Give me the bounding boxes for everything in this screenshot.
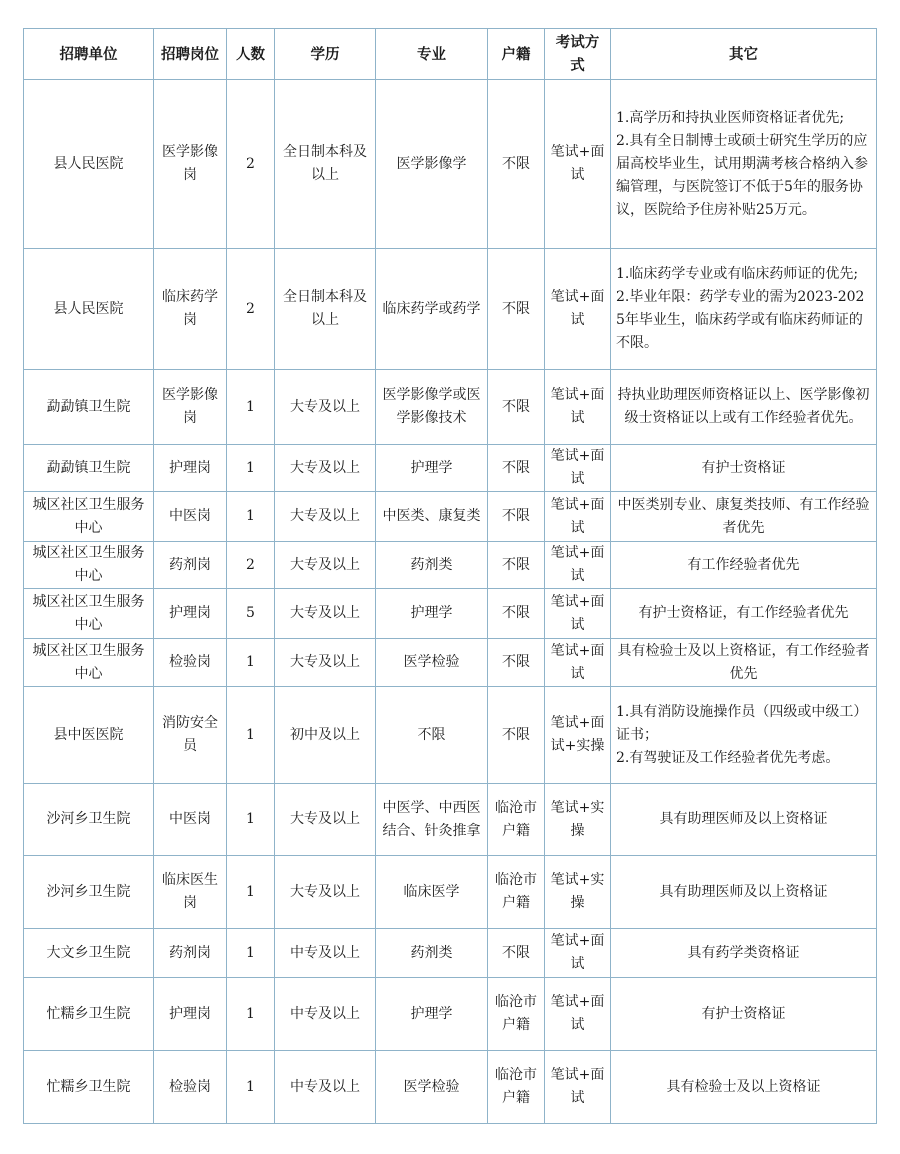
- cell-major: 药剂类: [376, 542, 488, 589]
- cell-major: 医学影像学: [376, 80, 488, 249]
- cell-major: 护理学: [376, 445, 488, 492]
- cell-exam: 笔试+面试: [545, 492, 611, 542]
- cell-unit: 沙河乡卫生院: [24, 784, 154, 856]
- cell-other: 有护士资格证，有工作经验者优先: [611, 589, 877, 639]
- cell-major: 医学检验: [376, 639, 488, 687]
- cell-exam: 笔试+面试+实操: [545, 687, 611, 784]
- table-row: [24, 1051, 877, 1124]
- table-row: [24, 687, 877, 784]
- cell-count: 1: [227, 1051, 275, 1124]
- cell-exam: 笔试+面试: [545, 80, 611, 249]
- cell-huji: 不限: [488, 542, 545, 589]
- cell-post: 药剂岗: [154, 929, 227, 978]
- header-post: 招聘岗位: [154, 29, 227, 80]
- cell-post: 护理岗: [154, 445, 227, 492]
- cell-huji: 不限: [488, 589, 545, 639]
- cell-major: 中医学、中西医结合、针灸推拿: [376, 784, 488, 856]
- header-exam: 考试方式: [545, 29, 611, 80]
- cell-unit: 城区社区卫生服务中心: [24, 542, 154, 589]
- cell-post: 中医岗: [154, 784, 227, 856]
- cell-other: 有护士资格证: [611, 445, 877, 492]
- header-huji: 户籍: [488, 29, 545, 80]
- cell-unit: 城区社区卫生服务中心: [24, 639, 154, 687]
- cell-other: 中医类别专业、康复类技师、有工作经验者优先: [611, 492, 877, 542]
- cell-education: 中专及以上: [275, 929, 376, 978]
- cell-count: 1: [227, 687, 275, 784]
- cell-count: 1: [227, 492, 275, 542]
- cell-exam: 笔试+实操: [545, 784, 611, 856]
- cell-unit: 勐勐镇卫生院: [24, 445, 154, 492]
- table-row: [24, 639, 877, 687]
- cell-huji: 不限: [488, 445, 545, 492]
- cell-post: 护理岗: [154, 978, 227, 1051]
- cell-count: 2: [227, 249, 275, 370]
- table-row: [24, 80, 877, 249]
- cell-other: 1.具有消防设施操作员（四级或中级工）证书； 2.有驾驶证及工作经验者优先考虑。: [611, 687, 877, 784]
- cell-huji: 临沧市户籍: [488, 856, 545, 929]
- cell-post: 药剂岗: [154, 542, 227, 589]
- recruitment-table: [23, 28, 877, 1124]
- header-row: [24, 29, 877, 80]
- cell-exam: 笔试+面试: [545, 639, 611, 687]
- table-row: [24, 542, 877, 589]
- table-row: [24, 589, 877, 639]
- cell-education: 中专及以上: [275, 978, 376, 1051]
- cell-post: 医学影像岗: [154, 80, 227, 249]
- cell-unit: 勐勐镇卫生院: [24, 370, 154, 445]
- cell-huji: 不限: [488, 929, 545, 978]
- cell-huji: 不限: [488, 687, 545, 784]
- cell-unit: 城区社区卫生服务中心: [24, 589, 154, 639]
- cell-count: 1: [227, 370, 275, 445]
- cell-major: 医学检验: [376, 1051, 488, 1124]
- table-row: [24, 856, 877, 929]
- table-row: [24, 784, 877, 856]
- cell-huji: 不限: [488, 492, 545, 542]
- cell-major: 临床医学: [376, 856, 488, 929]
- cell-exam: 笔试+面试: [545, 589, 611, 639]
- cell-huji: 不限: [488, 639, 545, 687]
- cell-education: 初中及以上: [275, 687, 376, 784]
- cell-count: 2: [227, 80, 275, 249]
- cell-education: 大专及以上: [275, 589, 376, 639]
- cell-huji: 不限: [488, 249, 545, 370]
- cell-major: 护理学: [376, 978, 488, 1051]
- cell-education: 全日制本科及以上: [275, 249, 376, 370]
- cell-post: 消防安全员: [154, 687, 227, 784]
- cell-education: 大专及以上: [275, 856, 376, 929]
- cell-exam: 笔试+面试: [545, 445, 611, 492]
- cell-post: 检验岗: [154, 639, 227, 687]
- cell-count: 1: [227, 929, 275, 978]
- cell-huji: 不限: [488, 80, 545, 249]
- cell-exam: 笔试+面试: [545, 978, 611, 1051]
- header-major: 专业: [376, 29, 488, 80]
- cell-education: 大专及以上: [275, 542, 376, 589]
- cell-other: 具有助理医师及以上资格证: [611, 784, 877, 856]
- cell-other: 具有检验士及以上资格证，有工作经验者优先: [611, 639, 877, 687]
- table-row: [24, 249, 877, 370]
- cell-huji: 临沧市户籍: [488, 1051, 545, 1124]
- cell-other: 1.高学历和持执业医师资格证者优先; 2.具有全日制博士或硕士研究生学历的应届高校毕业生，试用期满考核合格纳入参编管理，与医院签订不低于5年的服务协议，医院给予住房补贴25万元。: [611, 80, 877, 249]
- cell-unit: 忙糯乡卫生院: [24, 1051, 154, 1124]
- table-row: [24, 492, 877, 542]
- cell-unit: 县人民医院: [24, 249, 154, 370]
- cell-other: 具有助理医师及以上资格证: [611, 856, 877, 929]
- header-other: 其它: [611, 29, 877, 80]
- cell-count: 2: [227, 542, 275, 589]
- cell-unit: 沙河乡卫生院: [24, 856, 154, 929]
- cell-major: 医学影像学或医学影像技术: [376, 370, 488, 445]
- header-education: 学历: [275, 29, 376, 80]
- cell-education: 全日制本科及以上: [275, 80, 376, 249]
- cell-count: 1: [227, 856, 275, 929]
- cell-huji: 临沧市户籍: [488, 978, 545, 1051]
- cell-unit: 县人民医院: [24, 80, 154, 249]
- cell-other: 具有检验士及以上资格证: [611, 1051, 877, 1124]
- cell-major: 不限: [376, 687, 488, 784]
- cell-unit: 城区社区卫生服务中心: [24, 492, 154, 542]
- cell-other: 1.临床药学专业或有临床药师证的优先; 2.毕业年限：药学专业的需为2023-2025年毕业生，临床药学或有临床药师证的不限。: [611, 249, 877, 370]
- cell-major: 药剂类: [376, 929, 488, 978]
- cell-education: 大专及以上: [275, 445, 376, 492]
- cell-major: 护理学: [376, 589, 488, 639]
- cell-post: 中医岗: [154, 492, 227, 542]
- cell-post: 医学影像岗: [154, 370, 227, 445]
- cell-education: 中专及以上: [275, 1051, 376, 1124]
- cell-exam: 笔试+面试: [545, 542, 611, 589]
- cell-education: 大专及以上: [275, 784, 376, 856]
- cell-huji: 不限: [488, 370, 545, 445]
- table-row: [24, 978, 877, 1051]
- cell-exam: 笔试+面试: [545, 929, 611, 978]
- cell-major: 中医类、康复类: [376, 492, 488, 542]
- cell-education: 大专及以上: [275, 370, 376, 445]
- cell-major: 临床药学或药学: [376, 249, 488, 370]
- cell-exam: 笔试+面试: [545, 1051, 611, 1124]
- cell-unit: 大文乡卫生院: [24, 929, 154, 978]
- cell-post: 护理岗: [154, 589, 227, 639]
- cell-exam: 笔试+实操: [545, 856, 611, 929]
- cell-other: 持执业助理医师资格证以上、医学影像初级士资格证以上或有工作经验者优先。: [611, 370, 877, 445]
- table-row: [24, 445, 877, 492]
- table-row: [24, 929, 877, 978]
- cell-count: 1: [227, 784, 275, 856]
- cell-count: 1: [227, 639, 275, 687]
- header-count: 人数: [227, 29, 275, 80]
- cell-education: 大专及以上: [275, 492, 376, 542]
- cell-exam: 笔试+面试: [545, 249, 611, 370]
- cell-post: 临床医生岗: [154, 856, 227, 929]
- cell-count: 5: [227, 589, 275, 639]
- cell-other: 有工作经验者优先: [611, 542, 877, 589]
- cell-education: 大专及以上: [275, 639, 376, 687]
- cell-count: 1: [227, 978, 275, 1051]
- recruitment-document: [23, 28, 876, 1124]
- cell-post: 临床药学岗: [154, 249, 227, 370]
- cell-other: 有护士资格证: [611, 978, 877, 1051]
- table-row: [24, 370, 877, 445]
- cell-huji: 临沧市户籍: [488, 784, 545, 856]
- cell-unit: 忙糯乡卫生院: [24, 978, 154, 1051]
- cell-exam: 笔试+面试: [545, 370, 611, 445]
- cell-post: 检验岗: [154, 1051, 227, 1124]
- header-unit: 招聘单位: [24, 29, 154, 80]
- cell-unit: 县中医医院: [24, 687, 154, 784]
- cell-count: 1: [227, 445, 275, 492]
- cell-other: 具有药学类资格证: [611, 929, 877, 978]
